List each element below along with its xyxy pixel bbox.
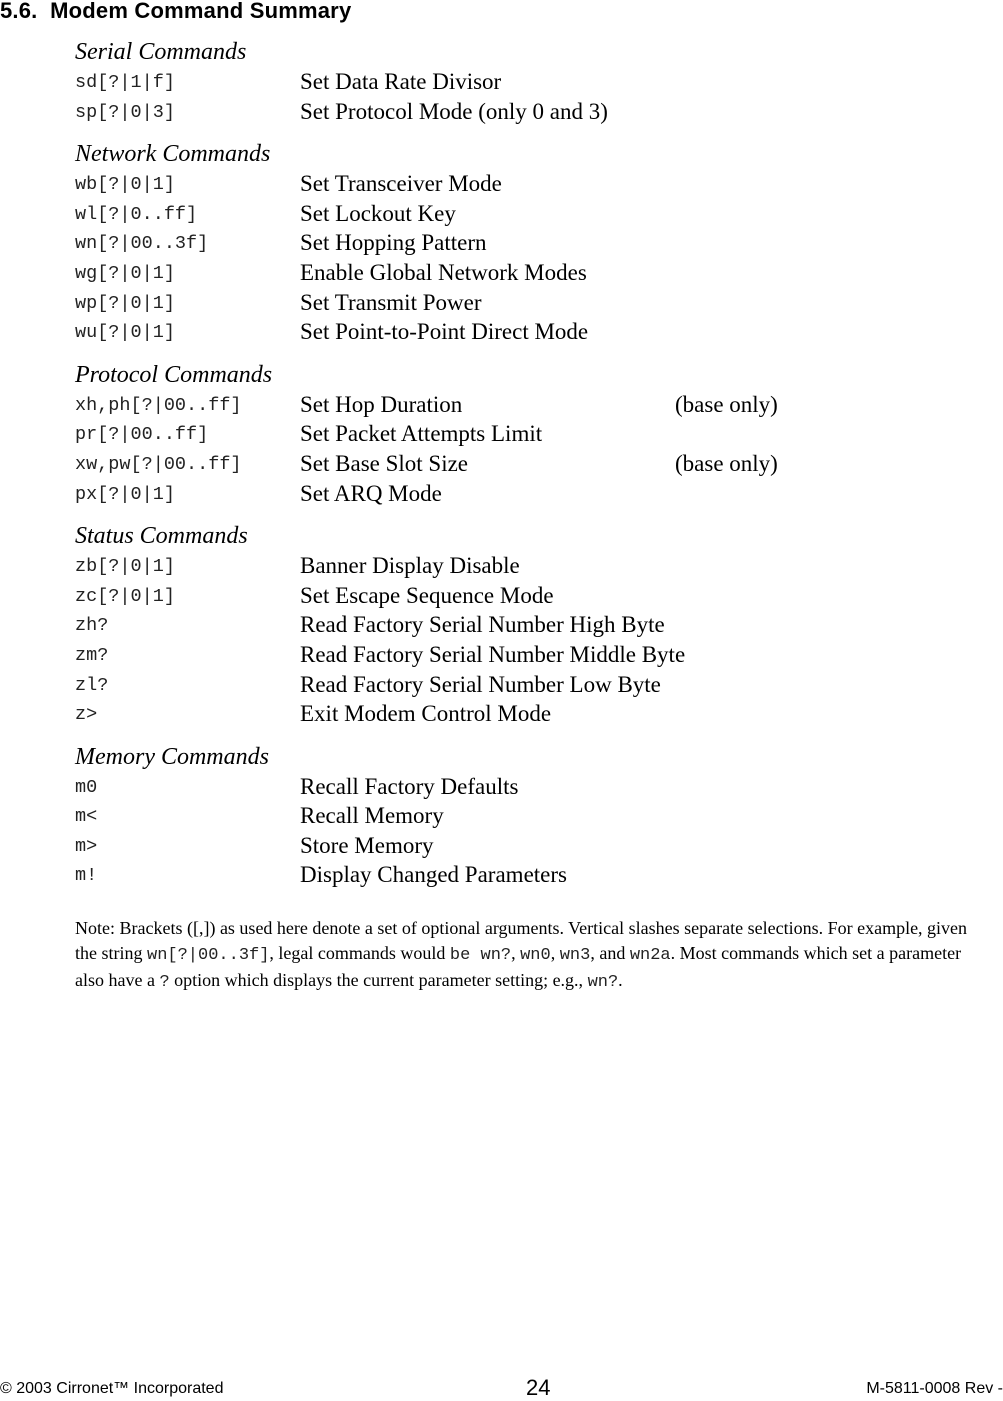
note-code: be wn? — [449, 945, 512, 965]
footer-page-number: 24 — [526, 1375, 551, 1400]
note-text: option which displays the current parameter setting; e.g., — [169, 970, 588, 990]
section-title: Status Commands — [75, 523, 248, 550]
command-description: Set Escape Sequence Mode — [300, 582, 554, 608]
command-row — [75, 228, 975, 258]
note-text: , — [511, 942, 521, 963]
command-row — [75, 670, 975, 700]
command-syntax: zb[?|0|1] — [75, 556, 175, 578]
note-code: wn3 — [559, 945, 591, 965]
command-row — [75, 390, 975, 420]
command-description: Display Changed Parameters — [300, 862, 567, 888]
command-syntax: zm? — [75, 644, 109, 666]
command-description: Store Memory — [300, 832, 434, 858]
command-row — [75, 67, 975, 97]
command-syntax: wb[?|0|1] — [75, 174, 175, 196]
command-syntax: z> — [75, 704, 98, 726]
note-text: . Most commands which set a parameter also have a — [75, 942, 962, 990]
command-row — [75, 610, 975, 640]
command-syntax: xh,ph[?|00..ff] — [75, 394, 242, 416]
note-code: wn0 — [520, 945, 551, 965]
command-syntax: xw,pw[?|00..ff] — [75, 453, 242, 475]
command-syntax: wu[?|0|1] — [75, 322, 175, 344]
command-syntax: m0 — [75, 776, 98, 798]
footer-doc-number: M-5811-0008 Rev - — [866, 1380, 1003, 1397]
command-description: Banner Display Disable — [300, 553, 520, 579]
note-text: , and — [590, 942, 630, 963]
command-syntax: m! — [75, 865, 98, 887]
page-footer — [0, 1376, 1003, 1400]
command-note: (base only) — [675, 391, 778, 417]
command-row — [75, 699, 975, 729]
command-note: (base only) — [675, 450, 778, 476]
command-description: Read Factory Serial Number High Byte — [300, 612, 665, 638]
command-row — [75, 317, 975, 347]
section-title: Network Commands — [75, 141, 271, 168]
command-section — [75, 742, 975, 890]
note-text: , — [550, 942, 560, 963]
note-text: Note: Brackets ([,]) as used here denote a set of optional arguments. Vertical slashes separate selections. For example, given the string — [75, 918, 968, 963]
note-paragraph — [75, 916, 985, 996]
command-row — [75, 801, 975, 831]
command-description: Set Lockout Key — [300, 200, 456, 226]
command-row — [75, 551, 975, 581]
command-syntax: wp[?|0|1] — [75, 292, 175, 314]
command-section — [75, 139, 975, 347]
command-section — [75, 360, 975, 508]
command-description: Set Base Slot Size — [300, 450, 469, 476]
command-syntax: sp[?|0|3] — [75, 101, 175, 123]
command-row — [75, 199, 975, 229]
command-description: Read Factory Serial Number Middle Byte — [300, 641, 686, 667]
command-syntax: m> — [75, 835, 98, 857]
command-description: Set Transceiver Mode — [300, 171, 502, 197]
section-title: Protocol Commands — [75, 361, 273, 388]
command-summary — [75, 37, 975, 903]
command-row — [75, 831, 975, 861]
command-syntax: zl? — [75, 674, 109, 696]
note-code: wn2a — [629, 945, 671, 965]
command-row — [75, 169, 975, 199]
section-heading: 5.6. Modem Command Summary — [0, 0, 352, 23]
command-description: Set Hopping Pattern — [300, 230, 487, 256]
command-syntax: wg[?|0|1] — [75, 262, 175, 284]
command-description: Recall Memory — [300, 803, 444, 829]
command-description: Read Factory Serial Number Low Byte — [300, 671, 661, 697]
command-row — [75, 288, 975, 318]
command-row — [75, 419, 975, 449]
command-row — [75, 449, 975, 479]
footer-copyright: © 2003 Cirronet™ Incorporated — [0, 1380, 224, 1397]
note-code: wn[?|00..3f] — [147, 945, 270, 965]
command-syntax: zh? — [75, 615, 109, 637]
command-syntax: wn[?|00..3f] — [75, 233, 209, 255]
section-title: Serial Commands — [75, 39, 247, 65]
command-description: Set Hop Duration — [300, 391, 463, 417]
note-text: . — [618, 970, 623, 990]
command-description: Enable Global Network Modes — [300, 259, 587, 285]
command-section — [75, 521, 975, 729]
command-description: Set ARQ Mode — [300, 480, 442, 506]
command-description: Set Packet Attempts Limit — [300, 421, 543, 447]
command-row — [75, 97, 975, 127]
command-row — [75, 860, 975, 890]
command-syntax: sd[?|1|f] — [75, 72, 175, 93]
command-syntax: zc[?|0|1] — [75, 585, 175, 607]
command-description: Set Protocol Mode (only 0 and 3) — [300, 98, 608, 124]
command-description: Recall Factory Defaults — [300, 773, 519, 799]
note-text: , legal commands would — [269, 942, 450, 963]
command-syntax: px[?|0|1] — [75, 483, 175, 505]
command-section — [75, 37, 975, 126]
section-title: Memory Commands — [75, 743, 269, 770]
command-description: Set Data Rate Divisor — [300, 69, 502, 94]
command-syntax: wl[?|0..ff] — [75, 203, 198, 225]
command-syntax: m< — [75, 806, 98, 828]
command-syntax: pr[?|00..ff] — [75, 424, 209, 446]
command-row — [75, 772, 975, 802]
command-description: Set Transmit Power — [300, 289, 482, 315]
note-code: ? — [159, 973, 170, 992]
command-row — [75, 581, 975, 611]
command-row — [75, 479, 975, 509]
command-row — [75, 640, 975, 670]
command-description: Exit Modem Control Mode — [300, 701, 552, 727]
command-description: Set Point-to-Point Direct Mode — [300, 319, 589, 345]
command-row — [75, 258, 975, 288]
note-code: wn? — [587, 973, 619, 992]
